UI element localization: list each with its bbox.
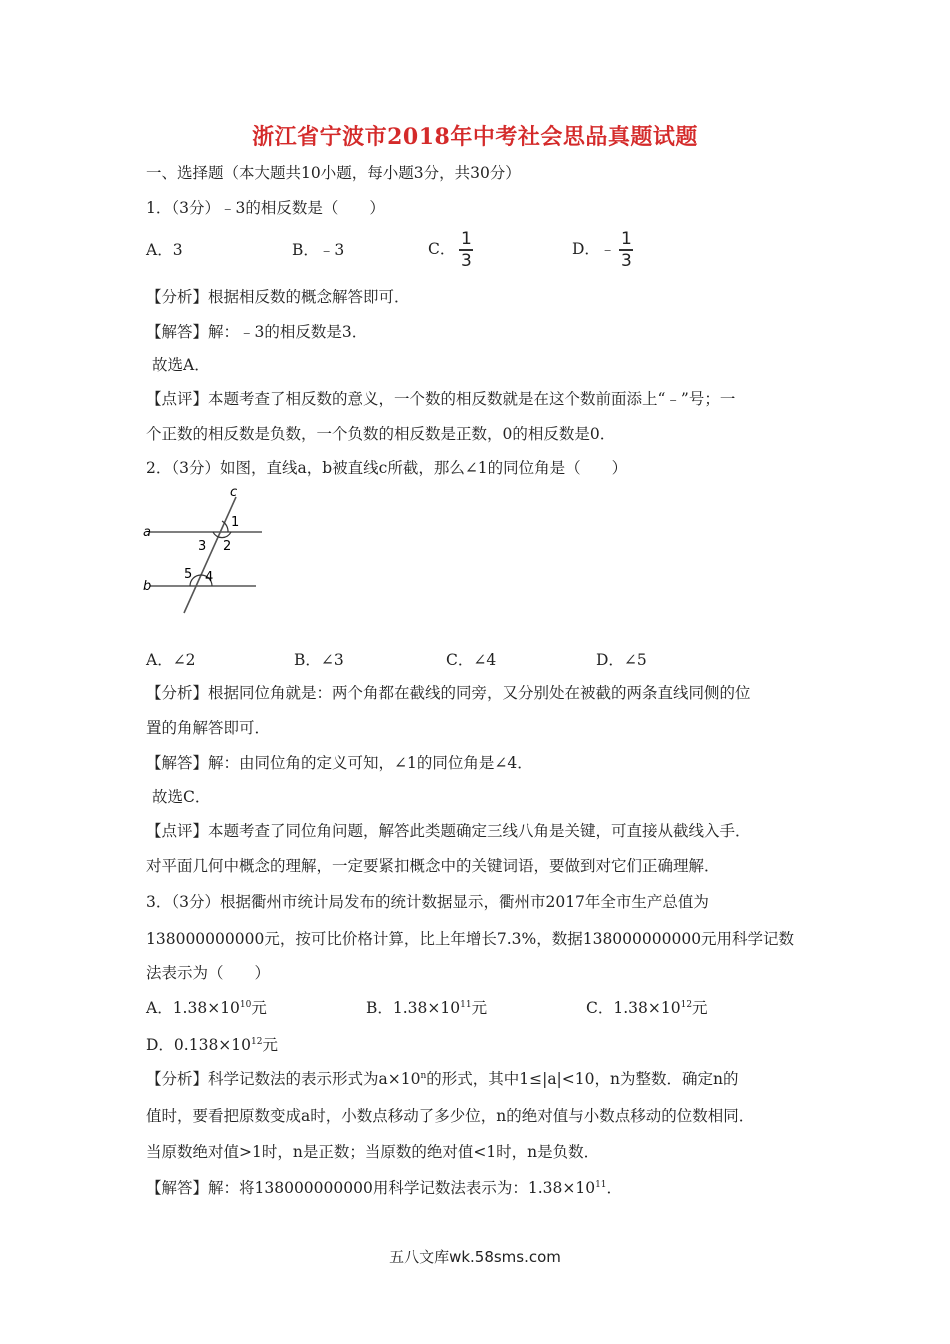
- q3-option-c-exponent: 12: [680, 999, 693, 1010]
- q3-analysis-line1: [146, 1069, 738, 1089]
- q2-option-d: D．∠5: [596, 651, 647, 669]
- q2-comment-line1: 【点评】本题考查了同位角问题，解答此类题确定三线八角是关键，可直接从截线入手．: [146, 822, 751, 840]
- q3-option-a-unit: 元: [251, 999, 267, 1017]
- q2-choice: 故选C．: [152, 788, 211, 806]
- angle-2-3-arc: [213, 532, 231, 538]
- q1-comment-line2: 个正数的相反数是负数，一个负数的相反数是正数，0的相反数是0．: [146, 425, 616, 443]
- q3-analysis-pre: 【分析】科学记数法的表示形式为a×10: [146, 1070, 421, 1088]
- label-angle-2: 2: [223, 539, 232, 554]
- q3-option-d-base: D．0.138×10: [146, 1036, 252, 1054]
- q1-option-c-label: C．: [428, 240, 456, 258]
- fraction-denominator: 3: [460, 251, 472, 271]
- q1-option-c: [428, 230, 473, 270]
- q1-option-d-fraction: [619, 230, 633, 270]
- q2-option-a: A．∠2: [146, 651, 196, 669]
- q1-comment-line1: 【点评】本题考查了相反数的意义，一个数的相反数就是在这个数前面添上“﹣”号；一: [146, 390, 736, 408]
- q3-answer-post: ．: [606, 1179, 623, 1197]
- q2-option-c: C．∠4: [446, 651, 497, 669]
- label-angle-1: 1: [231, 515, 240, 530]
- fraction-denominator: 3: [621, 251, 632, 271]
- label-angle-4: 4: [205, 570, 214, 585]
- fraction-numerator: 1: [621, 229, 632, 249]
- q1-option-b: B．﹣3: [292, 241, 345, 259]
- q1-analysis: 【分析】根据相反数的概念解答即可．: [146, 288, 410, 306]
- label-a: a: [143, 525, 151, 540]
- q3-option-a-exponent: 10: [239, 999, 252, 1010]
- q3-option-d-unit: 元: [262, 1036, 278, 1054]
- q3-answer: [146, 1178, 622, 1198]
- q1-option-a: A．3: [146, 241, 183, 259]
- q2-comment-line2: 对平面几何中概念的理解，一定要紧扣概念中的关键词语，要做到对它们正确理解．: [146, 857, 720, 875]
- q3-analysis-line3: 当原数绝对值>1时，n是正数；当原数的绝对值<1时，n是负数．: [146, 1143, 600, 1161]
- q3-option-d: [146, 1035, 278, 1055]
- q3-stem-line2: 138000000000元，按可比价格计算，比上年增长7.3%，数据138000000000元用科学记数: [146, 930, 795, 948]
- label-angle-5: 5: [184, 567, 193, 582]
- q2-geometry-figure: [140, 485, 270, 620]
- q3-analysis-line2: 值时，要看把原数变成a时，小数点移动了多少位，n的绝对值与小数点移动的位数相同．: [146, 1107, 755, 1125]
- fraction-numerator: 1: [460, 229, 472, 249]
- q3-option-a: [146, 998, 267, 1018]
- q3-option-b-exponent: 11: [460, 999, 472, 1010]
- q1-option-d-label: D．﹣: [572, 240, 616, 258]
- page-footer: 五八文库wk.58sms.com: [389, 1248, 561, 1266]
- q1-option-c-fraction: [459, 230, 473, 270]
- q3-analysis-post: 的形式，其中1≤|a|<10，n为整数．确定n的: [426, 1070, 739, 1088]
- q3-answer-exponent: 11: [595, 1179, 607, 1190]
- q2-answer: 【解答】解：由同位角的定义可知，∠1的同位角是∠4．: [146, 754, 533, 772]
- q1-option-d: [572, 230, 633, 270]
- q3-option-d-exponent: 12: [251, 1036, 263, 1047]
- q3-answer-pre: 【解答】解：将138000000000用科学记数法表示为：1.38×10: [146, 1179, 596, 1197]
- q3-stem-line1: 3．（3分）根据衢州市统计局发布的统计数据显示，衢州市2017年全市生产总值为: [146, 893, 709, 911]
- q2-analysis-line1: 【分析】根据同位角就是：两个角都在截线的同旁，又分别处在被截的两条直线同侧的位: [146, 684, 751, 702]
- q3-option-a-base: A．1.38×10: [146, 999, 240, 1017]
- q3-option-b-unit: 元: [471, 999, 488, 1017]
- q3-option-c-unit: 元: [692, 999, 708, 1017]
- label-b: b: [143, 579, 152, 594]
- section-heading: 一、选择题（本大题共10小题，每小题3分，共30分）: [146, 164, 521, 182]
- q3-option-b: [366, 998, 487, 1018]
- q3-option-c-base: C．1.38×10: [586, 999, 681, 1017]
- label-angle-3: 3: [198, 539, 207, 554]
- q3-option-c: [586, 998, 708, 1018]
- q2-option-b: B．∠3: [294, 651, 344, 669]
- q2-stem: 2．（3分）如图，直线a，b被直线c所截，那么∠1的同位角是（ ）: [146, 459, 628, 477]
- q1-choice: 故选A．: [152, 356, 210, 374]
- q2-analysis-line2: 置的角解答即可．: [146, 719, 271, 737]
- q3-option-b-base: B．1.38×10: [366, 999, 461, 1017]
- label-c: c: [230, 485, 238, 500]
- line-c: [184, 497, 236, 613]
- q3-stem-line3: 法表示为（ ）: [146, 964, 271, 982]
- page-title: 浙江省宁波市2018年中考社会思品真题试题: [252, 124, 698, 150]
- q1-stem: 1．（3分）﹣3的相反数是（ ）: [146, 199, 385, 217]
- q1-answer: 【解答】解：﹣3的相反数是3．: [146, 323, 368, 341]
- q3-analysis-exponent: n: [420, 1070, 427, 1081]
